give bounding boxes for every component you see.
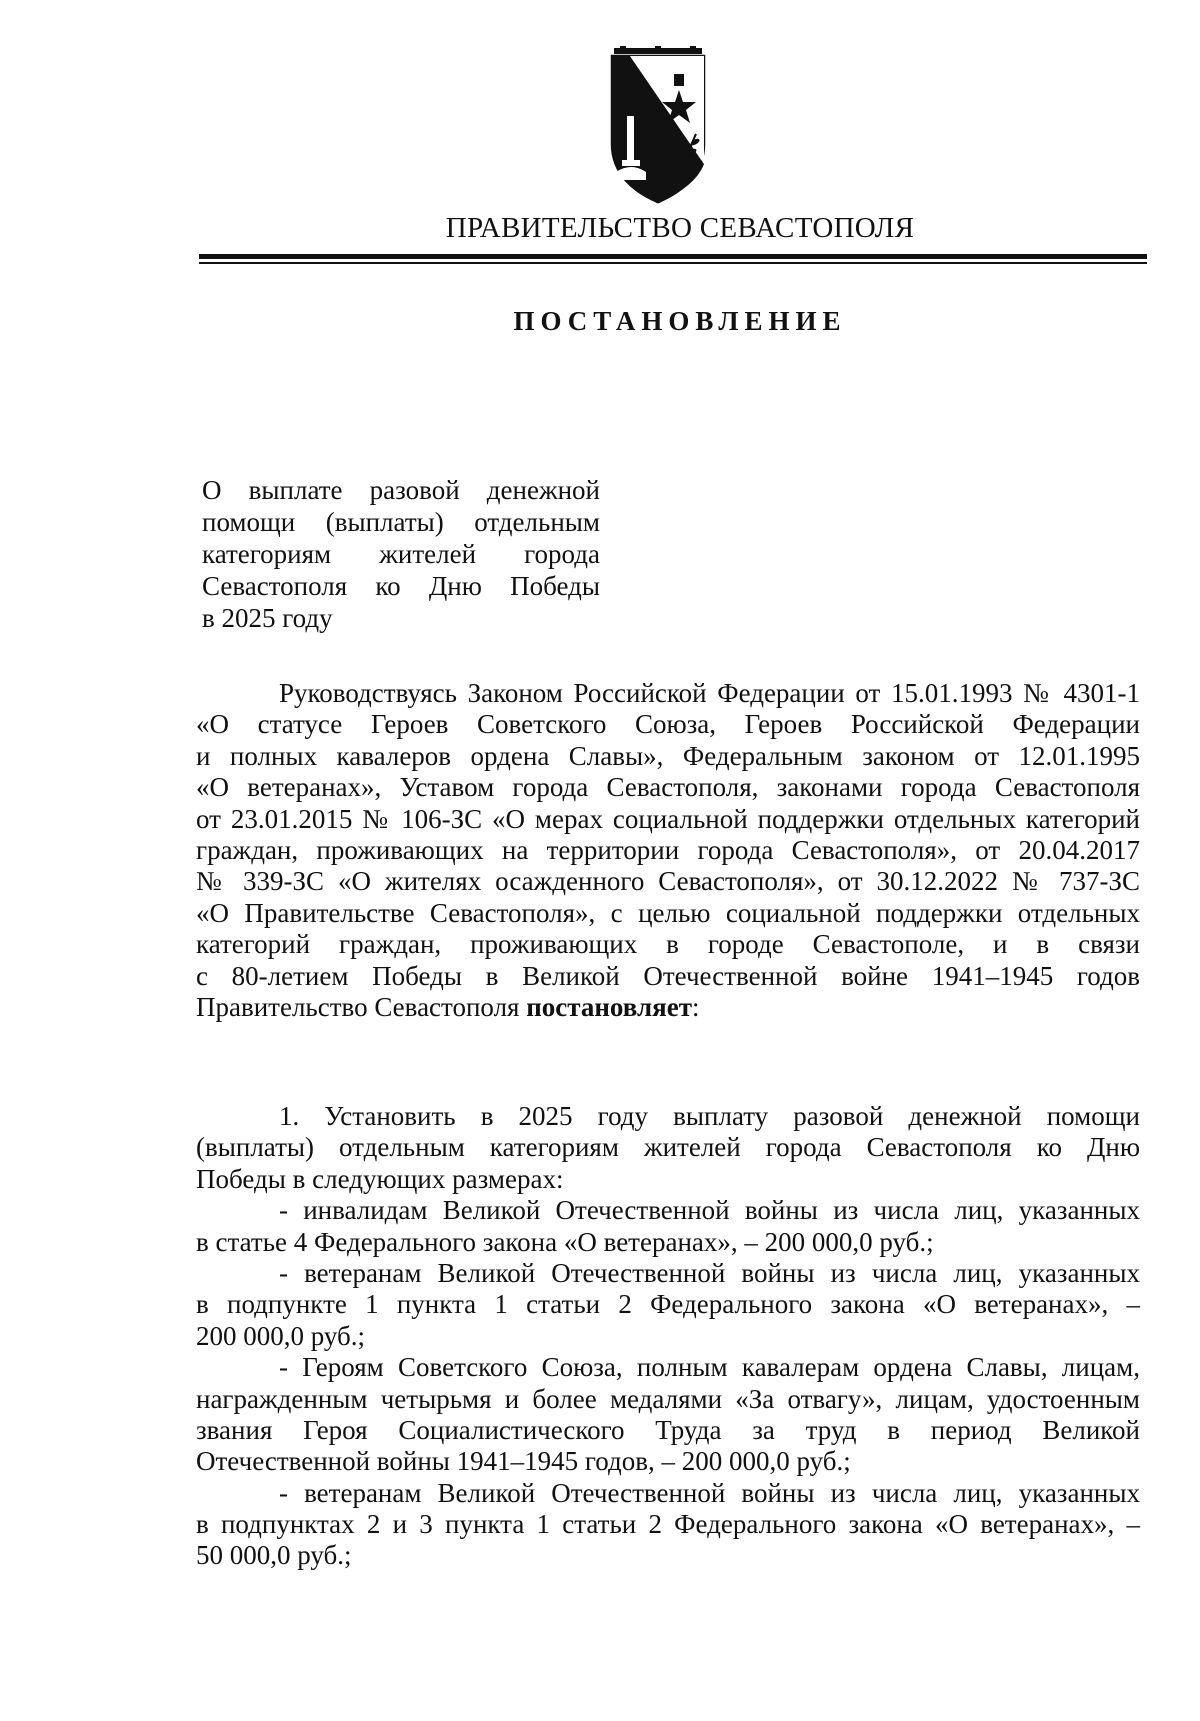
- decision-line: Отечественной войны 1941–1945 годов, – 200 000,0 руб.;: [196, 1446, 851, 1477]
- preamble-line: Руководствуясь Законом Российской Федерации от 15.01.1993 № 4301-1: [279, 678, 1140, 708]
- preamble-line: «О Правительстве Севастополя», с целью социальной поддержки отдельных: [196, 897, 1140, 928]
- decision-line: в подпунктах 2 и 3 пункта 1 статьи 2 Федерального закона «О ветеранах», –: [196, 1509, 1140, 1540]
- preamble-line: и полных кавалеров ордена Славы», Федеральным законом от 12.01.1995: [196, 740, 1140, 771]
- preamble-line: граждан, проживающих на территории города Севастополя», от 20.04.2017: [196, 834, 1140, 865]
- document-type-title: ПОСТАНОВЛЕНИЕ: [513, 306, 847, 336]
- subject-line: в 2025 году: [202, 603, 333, 633]
- subject-line: Севастополя ко Дню Победы: [202, 571, 600, 601]
- decision-line: звания Героя Социалистического Труда за труд в период Великой: [196, 1414, 1140, 1445]
- decision-line: в подпункте 1 пункта 1 статьи 2 Федерального закона «О ветеранах», –: [196, 1289, 1140, 1320]
- preamble-line: № 339-ЗС «О жителях осажденного Севастополя», от 30.12.2022 № 737-ЗС: [196, 866, 1140, 897]
- sevastopol-coat-of-arms-icon: [600, 46, 716, 208]
- preamble-line: «О статусе Героев Советского Союза, Героев Российской Федерации: [196, 709, 1140, 740]
- preamble-line: категорий граждан, проживающих в городе Севастополе, и в связи: [196, 929, 1140, 960]
- decision-line: награжденным четырьмя и более медалями «За отвагу», лицам, удостоенным: [196, 1383, 1140, 1414]
- preamble-line: с 80-летием Победы в Великой Отечественной войне 1941–1945 годов: [196, 960, 1140, 991]
- preamble-line-prefix: Правительство Севастополя: [196, 991, 527, 1022]
- resolves-keyword: постановляет: [526, 991, 692, 1022]
- decision-line: (выплаты) отдельным категориям жителей города Севастополя ко Дню: [196, 1132, 1140, 1163]
- header-divider-thin: [199, 262, 1147, 264]
- decision-line: - ветеранам Великой Отечественной войны из числа лиц, указанных: [279, 1477, 1140, 1508]
- preamble-paragraph: [196, 678, 1140, 1023]
- decision-line: - инвалидам Великой Отечественной войны из числа лиц, указанных: [279, 1195, 1140, 1226]
- decision-line: - ветеранам Великой Отечественной войны из числа лиц, указанных: [279, 1257, 1140, 1288]
- decision-line: 1. Установить в 2025 году выплату разовой денежной помощи: [279, 1101, 1140, 1131]
- org-name: ПРАВИТЕЛЬСТВО СЕВАСТОПОЛЯ: [445, 212, 915, 244]
- subject-line: помощи (выплаты) отдельным: [202, 507, 600, 537]
- decision-line: - Героям Советского Союза, полным кавалерам ордена Славы, лицам,: [279, 1352, 1140, 1383]
- subject-line: О выплате разовой денежной: [202, 475, 600, 505]
- preamble-line: от 23.01.2015 № 106-ЗС «О мерах социальной поддержки отдельных категорий: [196, 803, 1140, 834]
- header-divider-thick: [199, 254, 1147, 259]
- preamble-line-suffix: :: [691, 991, 700, 1022]
- preamble-last-line: [196, 992, 1140, 1023]
- document-subject: [202, 474, 600, 634]
- decision-section: [196, 1101, 1140, 1572]
- decision-line: Победы в следующих размерах:: [196, 1163, 564, 1194]
- subject-line: категориям жителей города: [202, 539, 600, 569]
- decision-line: 50 000,0 руб.;: [196, 1540, 352, 1571]
- decision-line: 200 000,0 руб.;: [196, 1320, 366, 1351]
- preamble-line: «О ветеранах», Уставом города Севастополя, законами города Севастополя: [196, 772, 1140, 803]
- decision-line: в статье 4 Федерального закона «О ветеранах», – 200 000,0 руб.;: [196, 1226, 934, 1257]
